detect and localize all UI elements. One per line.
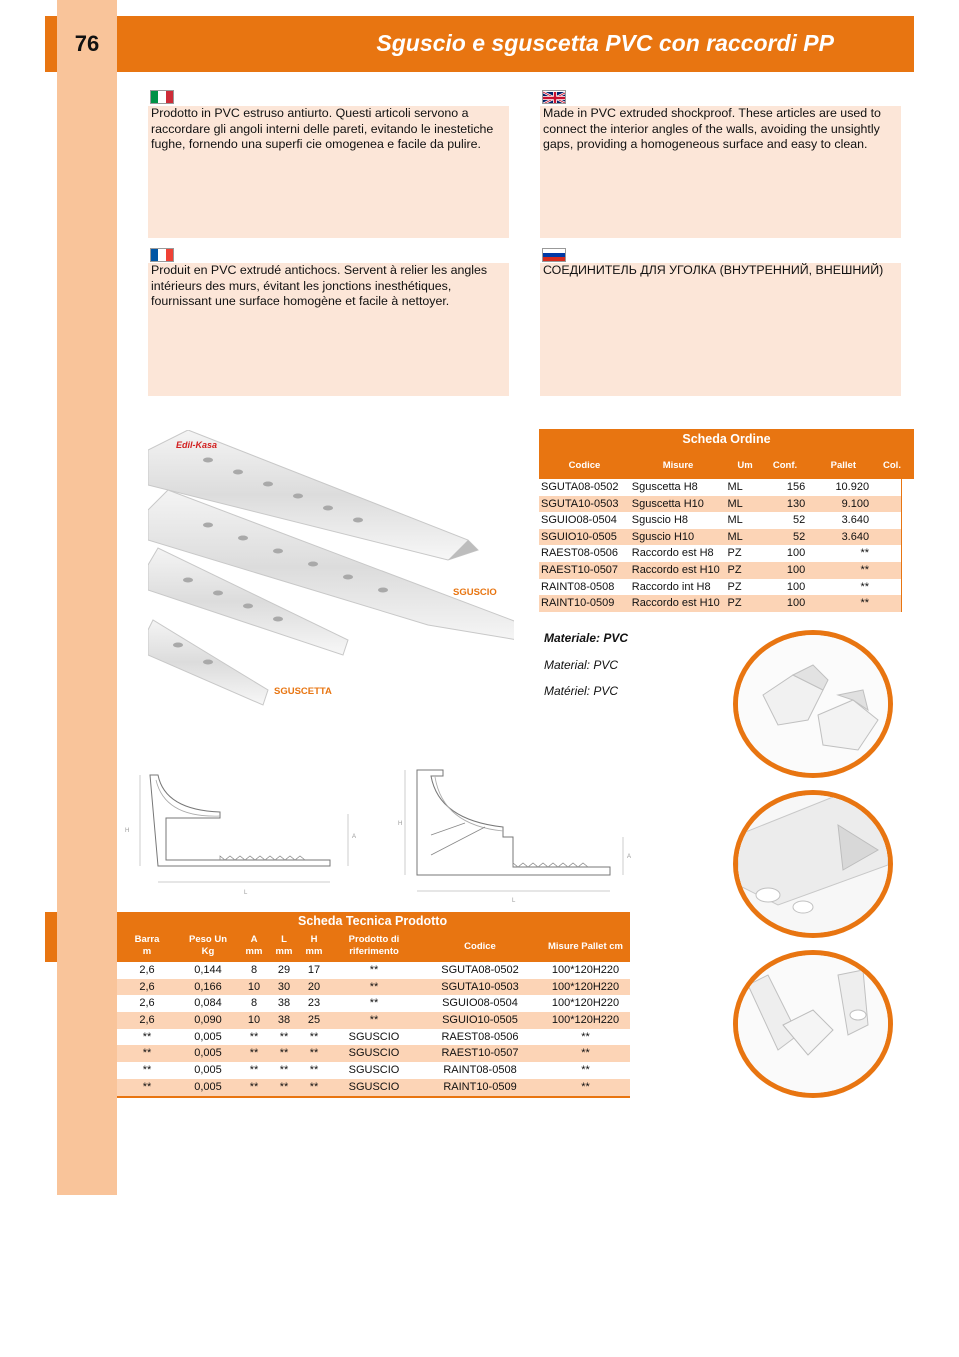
order-table-body [539, 479, 902, 612]
corner-fittings-photo [733, 630, 893, 778]
col-misure: Misure [662, 459, 694, 471]
table-row: ** 0,005 ** ** ** SGUSCIO RAEST10-0507 ** [117, 1045, 630, 1062]
french-flag-icon [150, 248, 174, 262]
table-row: SGUIO08-0504 Sguscio H8 ML 52 3.640 [541, 514, 870, 527]
table-row: 2,6 0,090 10 38 25 ** SGUIO10-0505 100*120H220 [117, 1012, 630, 1029]
header-tab [45, 16, 57, 72]
table-row: 2,6 0,084 8 38 23 ** SGUIO08-0504 100*120H220 [139, 997, 620, 1010]
internal-corner-photo [733, 950, 893, 1098]
dim-a: A [352, 834, 357, 840]
tech-table-bottom-rule [117, 1096, 630, 1098]
col-um: Um [737, 459, 753, 471]
table-row: 2,6 0,144 8 29 17 ** SGUTA08-0502 100*120H220 [139, 964, 620, 976]
order-table-columns [539, 451, 914, 479]
profile-section-photo [733, 790, 893, 938]
col-pallet: Pallet [830, 459, 856, 471]
sguscetta-section-drawing [120, 770, 360, 900]
dim-h-2: H [398, 821, 403, 827]
col-codice: Codice [568, 459, 601, 471]
table-row: SGUTA08-0502 Sguscetta H8 ML 156 10.920 [541, 481, 870, 493]
page-number: 76 [74, 31, 100, 56]
label-sguscetta: SGUSCETTA [274, 686, 332, 697]
description-it: Prodotto in PVC estruso antiurto. Questi articoli servono a raccordare gli angoli interni delle pareti, evitando le inestetiche fughe, fornendo una superfi cie omogenea e facile da pulire. [148, 106, 509, 238]
tech-table-columns: Barra m Peso Un Kg A mm L mm H mm Prodotto di riferimento Codice Misure Pallet cm [117, 930, 630, 962]
table-row: RAEST08-0506 Raccordo est H8 PZ 100 ** [541, 547, 870, 560]
label-sguscio: SGUSCIO [453, 587, 497, 598]
dim-a-2: A [627, 854, 632, 860]
dim-l: L [244, 890, 248, 896]
header-bar [117, 16, 914, 72]
description-fr: Produit en PVC extrudé antichocs. Servent à relier les angles intérieurs des murs, évitant les jonctions inesthétiques, fournissant une surface homogène et facile à nettoyer. [148, 263, 509, 396]
order-table-header [539, 429, 914, 479]
material-it: Materiale: PVC [544, 631, 629, 645]
italian-flag-icon [150, 90, 174, 104]
dim-h: H [125, 828, 130, 834]
side-strip [57, 0, 117, 1195]
table-row: ** 0,005 ** ** ** SGUSCIO RAEST08-0506 ** [142, 1030, 590, 1043]
description-ru: СОЕДИНИТЕЛЬ ДЛЯ УГОЛКА (ВНУТРЕННИЙ, ВНЕШНИЙ) [540, 263, 901, 396]
brand-logo: Edil-Kasa [176, 440, 218, 450]
order-table-title: Scheda Ordine [682, 432, 771, 446]
sguscio-section-drawing [395, 765, 635, 905]
table-row: ** 0,005 ** ** ** SGUSCIO RAINT08-0508 ** [142, 1064, 590, 1077]
page-title: Sguscio e sguscetta PVC con raccordi PP [376, 30, 834, 56]
table-row: SGUTA10-0503 Sguscetta H10 ML 130 9.100 [539, 496, 901, 513]
table-row: RAINT10-0509 Raccordo est H10 PZ 100 ** [539, 595, 901, 612]
description-en: Made in PVC extruded shockproof. These articles are used to connect the interior angles of the walls, avoiding the unsightly gaps, providing a homogeneous surface and easy to clean. [540, 106, 901, 238]
table-row: 2,6 0,166 10 30 20 ** SGUTA10-0503 100*120H220 [117, 979, 630, 996]
material-en: Material: PVC [544, 658, 619, 672]
material-fr: Matériel: PVC [544, 684, 619, 698]
table-row: ** 0,005 ** ** ** SGUSCIO RAINT10-0509 ** [117, 1079, 630, 1096]
col-col: Col. [883, 459, 901, 471]
tech-table [117, 912, 630, 1098]
table-row: RAEST10-0507 Raccordo est H10 PZ 100 ** [539, 562, 901, 579]
table-row: RAINT08-0508 Raccordo int H8 PZ 100 ** [541, 580, 870, 593]
russian-flag-icon [542, 248, 566, 262]
uk-flag-icon [542, 90, 566, 104]
tech-table-title: Scheda Tecnica Prodotto [117, 912, 630, 930]
product-photo [148, 430, 514, 720]
tech-table-tab [45, 912, 57, 962]
col-conf: Conf. [772, 459, 798, 471]
table-row: SGUIO10-0505 Sguscio H10 ML 52 3.640 [539, 529, 901, 546]
dim-l-2: L [512, 898, 516, 904]
order-table [539, 429, 914, 612]
